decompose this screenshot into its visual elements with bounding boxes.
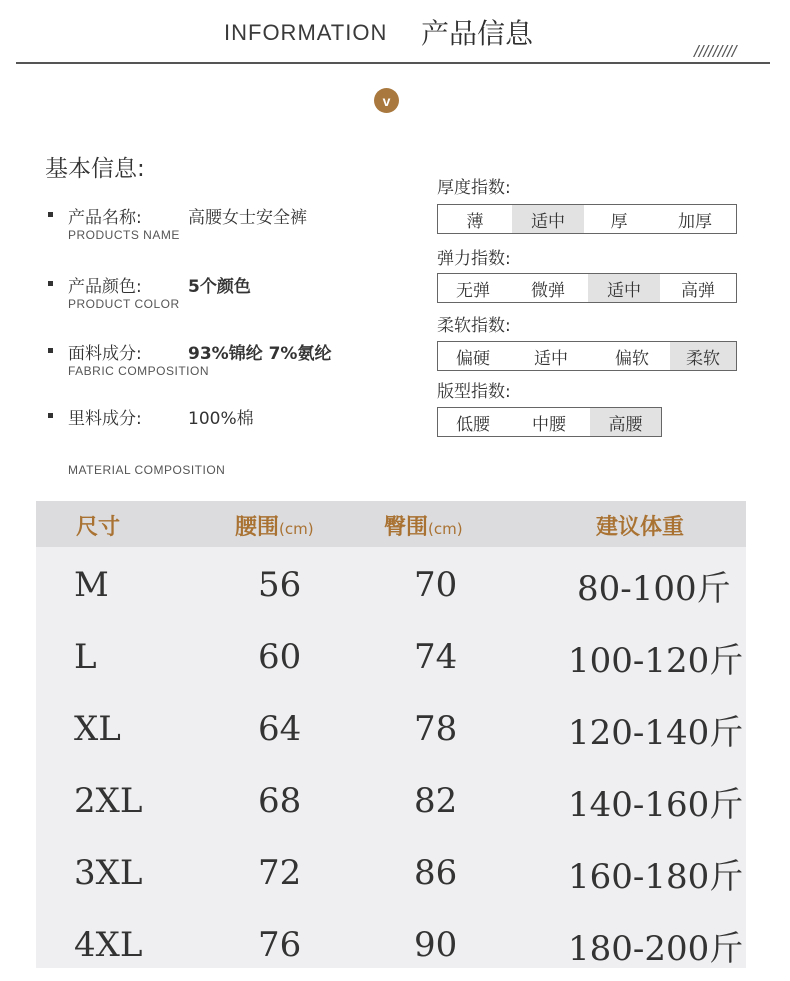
scale-option: 薄: [466, 211, 484, 232]
cell-hip: 78: [414, 709, 458, 749]
header-title-cn: 产品信息: [421, 17, 534, 50]
info-value: 93%锦纶 7%氨纶: [188, 344, 332, 364]
cell-waist: 60: [258, 637, 302, 677]
chevron-down-icon: v: [374, 88, 399, 113]
softness-index-title: 柔软指数:: [437, 316, 511, 336]
column-header-waist: 腰围(cm): [235, 515, 314, 540]
cell-weight: 80-100斤: [577, 569, 731, 609]
info-label: 产品颜色:: [68, 277, 142, 297]
info-value: 5个颜色: [188, 277, 251, 297]
cell-size: 2XL: [74, 781, 143, 821]
info-value: 高腰女士安全裤: [188, 208, 307, 228]
cell-waist: 76: [258, 925, 302, 965]
bullet-icon: [48, 413, 53, 418]
basic-info-title: 基本信息:: [45, 156, 145, 182]
scale-option-selected: 适中: [588, 274, 660, 302]
cell-size: M: [74, 565, 109, 605]
header-divider: [16, 62, 770, 64]
fit-index-scale: [437, 407, 662, 437]
cell-hip: 82: [414, 781, 458, 821]
cell-hip: 70: [414, 565, 458, 605]
cell-weight: 180-200斤: [568, 929, 744, 969]
size-table-header: [36, 501, 746, 547]
scale-option: 高弹: [681, 280, 715, 301]
cell-waist: 72: [258, 853, 302, 893]
cell-waist: 64: [258, 709, 302, 749]
scale-option: 厚: [610, 211, 628, 232]
cell-hip: 90: [414, 925, 458, 965]
cell-weight: 120-140斤: [568, 713, 744, 753]
bullet-icon: [48, 348, 53, 353]
info-label: 产品名称:: [68, 208, 142, 228]
header-decoration: /////////: [694, 42, 737, 61]
column-header-size: 尺寸: [76, 515, 121, 540]
cell-size: 3XL: [74, 853, 143, 893]
elasticity-index-scale: [437, 273, 737, 303]
thickness-index-title: 厚度指数:: [437, 178, 511, 198]
info-sub-label: PRODUCTS NAME: [68, 228, 180, 242]
info-sub-label: MATERIAL COMPOSITION: [68, 463, 226, 477]
scale-option: 适中: [534, 348, 568, 369]
info-label: 面料成分:: [68, 344, 142, 364]
cell-hip: 74: [414, 637, 458, 677]
scale-option-selected: 柔软: [670, 342, 736, 370]
bullet-icon: [48, 281, 53, 286]
softness-index-scale: [437, 341, 737, 371]
scale-option: 无弹: [456, 280, 490, 301]
scale-option-selected: 高腰: [590, 408, 661, 436]
info-sub-label: FABRIC COMPOSITION: [68, 364, 210, 378]
scale-option: 低腰: [456, 414, 490, 435]
cell-weight: 100-120斤: [568, 641, 744, 681]
scale-option-selected: 适中: [512, 205, 584, 233]
thickness-index-scale: [437, 204, 737, 234]
elasticity-index-title: 弹力指数:: [437, 249, 511, 269]
scale-option: 偏硬: [456, 348, 490, 369]
cell-weight: 160-180斤: [568, 857, 744, 897]
cell-waist: 56: [258, 565, 302, 605]
cell-size: L: [74, 637, 97, 677]
cell-hip: 86: [414, 853, 458, 893]
bullet-icon: [48, 212, 53, 217]
scale-option: 微弹: [531, 280, 565, 301]
cell-weight: 140-160斤: [568, 785, 744, 825]
header-title-en: INFORMATION: [224, 20, 388, 45]
info-label: 里料成分:: [68, 409, 142, 429]
size-table: [36, 501, 746, 968]
cell-size: 4XL: [74, 925, 143, 965]
column-header-weight: 建议体重: [596, 515, 685, 540]
cell-size: XL: [74, 709, 121, 749]
info-sub-label: PRODUCT COLOR: [68, 297, 180, 311]
scale-option: 偏软: [615, 348, 649, 369]
fit-index-title: 版型指数:: [437, 382, 511, 402]
info-value: 100%棉: [188, 409, 254, 429]
scale-option: 中腰: [532, 414, 566, 435]
cell-waist: 68: [258, 781, 302, 821]
column-header-hip: 臀围(cm): [384, 515, 463, 540]
scale-option: 加厚: [678, 211, 712, 232]
